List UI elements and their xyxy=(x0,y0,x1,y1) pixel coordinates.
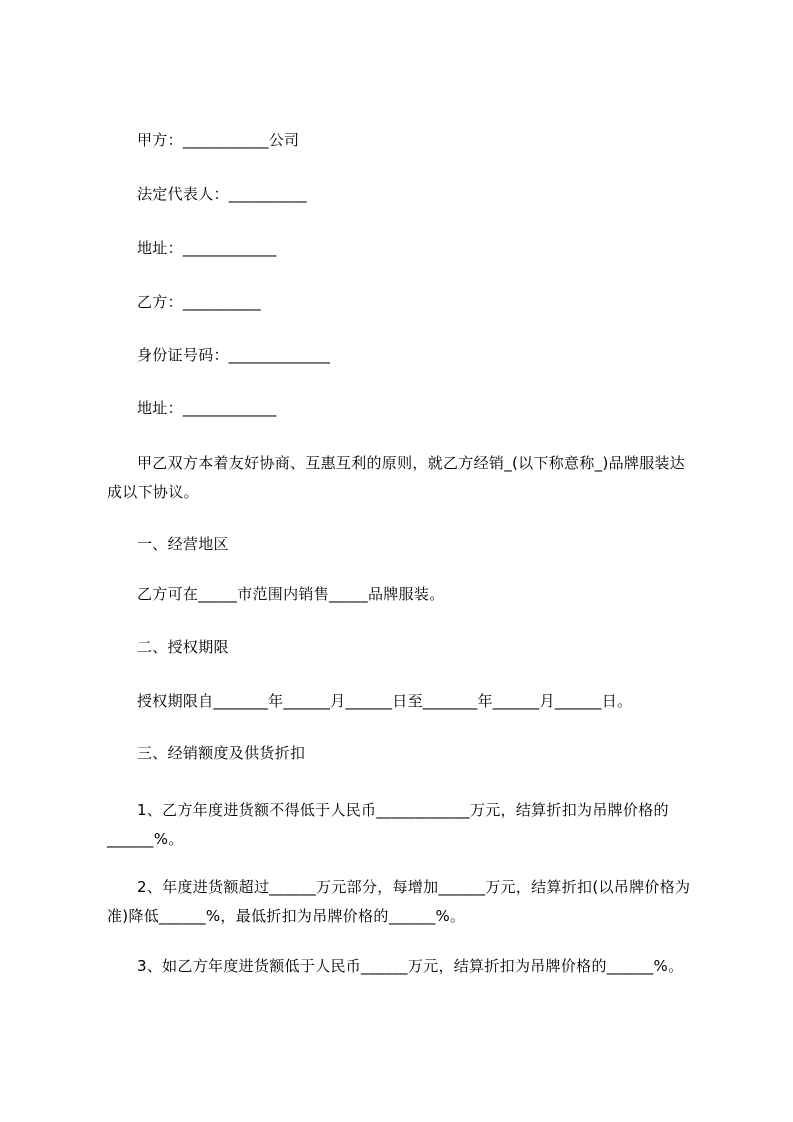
section-1-body: 乙方可在_____市范围内销售_____品牌服装。 xyxy=(137,585,445,603)
section-3-title: 三、经销额度及供货折扣 xyxy=(137,744,306,762)
section-2-body: 授权期限自_______年______月______日至_______年______月______日。 xyxy=(137,692,633,710)
preamble-paragraph: 甲乙双方本着友好协商、互惠互利的原则，就乙方经销_(以下称意称_)品牌服装达成以下协议。 xyxy=(107,454,686,501)
party-b-address-line: 地址：____________ xyxy=(137,399,277,417)
clause-2-paragraph: 2、年度进货额超过______万元部分，每增加______万元，结算折扣(以吊牌价格为准)降低______%，最低折扣为吊牌价格的______%。 xyxy=(107,878,691,925)
clause-3-paragraph: 3、如乙方年度进货额低于人民币______万元，结算折扣为吊牌价格的______%。 xyxy=(137,957,684,975)
section-2-title: 二、授权期限 xyxy=(137,638,229,656)
legal-representative-line: 法定代表人：__________ xyxy=(137,185,307,203)
id-number-line: 身份证号码：_____________ xyxy=(137,346,331,364)
party-b-line: 乙方：__________ xyxy=(137,293,261,311)
section-1-title: 一、经营地区 xyxy=(137,535,229,553)
clause-1-paragraph: 1、乙方年度进货额不得低于人民币____________万元，结算折扣为吊牌价格的______%。 xyxy=(107,801,669,848)
party-a-line: 甲方：___________公司 xyxy=(137,131,300,149)
party-a-address-line: 地址：____________ xyxy=(137,239,277,257)
